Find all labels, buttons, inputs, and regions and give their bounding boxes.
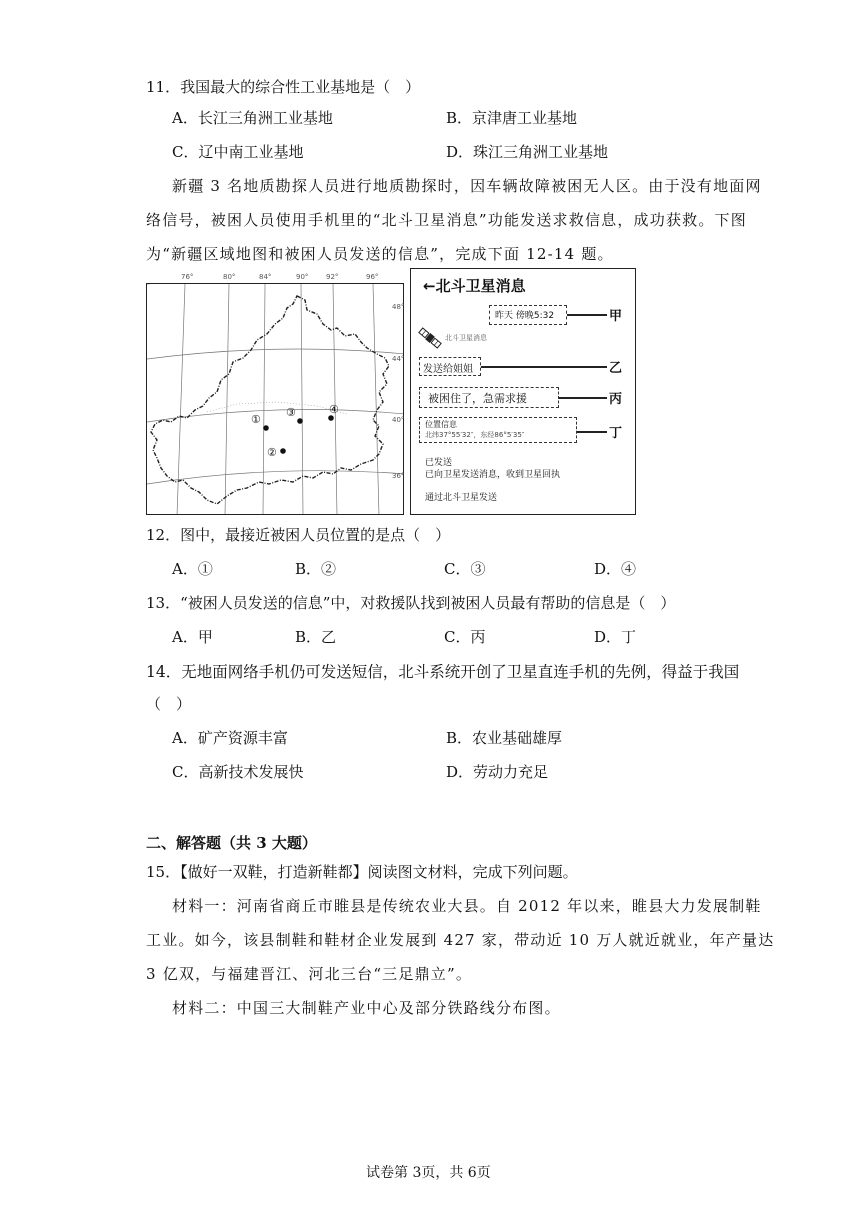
material-1-line-1: 材料一：河南省商丘市睢县是传统农业大县。自 2012 年以来，睢县大力发展制鞋 — [172, 897, 762, 915]
panel-header: ←北斗卫星消息 — [423, 277, 526, 295]
lon-label: 80° — [223, 273, 236, 281]
point-3-label: ③ — [286, 406, 296, 419]
question-14-stem: 14．无地面网络手机仍可发送短信，北斗系统开创了卫星直连手机的先例，得益于我国 — [146, 663, 740, 681]
lon-label: 92° — [326, 273, 339, 281]
leader-line — [577, 431, 607, 433]
leader-line — [567, 314, 607, 316]
message-box — [419, 387, 559, 408]
message-time: 昨天 傍晚5:32 — [495, 311, 555, 321]
q14-option-d[interactable]: D．劳动力充足 — [446, 763, 549, 781]
q13-option-b[interactable]: B．乙 — [295, 628, 337, 646]
q13-option-d[interactable]: D．丁 — [594, 628, 637, 646]
lon-label: 76° — [181, 273, 194, 281]
question-13-stem: 13．“被困人员发送的信息”中，对救援队找到被困人员最有帮助的信息是（ ） — [146, 594, 676, 612]
sent-status: 已发送 — [425, 458, 453, 468]
tag-yi: 乙 — [609, 361, 623, 376]
question-15-stem: 15．【做好一双鞋，打造新鞋都】阅读图文材料，完成下列问题。 — [146, 863, 578, 881]
point-2-label: ② — [267, 446, 277, 459]
recipient-box — [419, 357, 481, 376]
material-2: 材料二：中国三大制鞋产业中心及部分铁路线分布图。 — [172, 999, 561, 1017]
beidou-message-panel — [410, 268, 636, 515]
q13-option-c[interactable]: C．丙 — [444, 628, 486, 646]
q14-option-b[interactable]: B．农业基础雄厚 — [446, 729, 563, 747]
intro-line-3: 为“新疆区域地图和被困人员发送的信息”，完成下面 12-14 题。 — [146, 245, 614, 263]
lon-label: 96° — [366, 273, 379, 281]
q11-option-b[interactable]: B．京津唐工业基地 — [446, 109, 578, 127]
q11-option-a[interactable]: A．长江三角洲工业基地 — [172, 109, 333, 127]
tag-bing: 丙 — [609, 392, 623, 407]
time-box — [489, 305, 567, 325]
point-1-label: ① — [251, 413, 261, 426]
q12-option-b[interactable]: B．② — [295, 560, 337, 578]
location-title: 位置信息 — [425, 420, 457, 429]
page-footer: 试卷第 3页，共 6页 — [366, 1165, 491, 1181]
intro-line-2: 络信号，被困人员使用手机里的“北斗卫星消息”功能发送求救信息，成功获救。下图 — [146, 211, 747, 229]
q11-option-c[interactable]: C．辽中南工业基地 — [172, 143, 304, 161]
section-2-title: 二、解答题（共 3 大题） — [146, 834, 317, 852]
lat-label: 44° — [392, 355, 405, 363]
intro-line-1: 新疆 3 名地质勘探人员进行地质勘探时，因车辆故障被困无人区。由于没有地面网 — [172, 177, 762, 195]
material-1-line-2: 工业。如今，该县制鞋和鞋材企业发展到 427 家，带动近 10 万人就近就业，年产量达 — [146, 931, 775, 949]
lat-label: 48° — [392, 303, 405, 311]
lat-label: 40° — [392, 416, 405, 424]
question-11-stem: 11．我国最大的综合性工业基地是（ ） — [146, 78, 421, 96]
q12-option-a[interactable]: A．① — [172, 560, 213, 578]
q14-option-c[interactable]: C．高新技术发展快 — [172, 763, 304, 781]
leader-line — [481, 366, 607, 368]
material-1-line-3: 3 亿双，与福建晋江、河北三台“三足鼎立”。 — [146, 965, 473, 983]
satellite-label: 北斗卫星消息 — [445, 334, 487, 342]
q12-option-c[interactable]: C．③ — [444, 560, 486, 578]
point-4-label: ④ — [329, 403, 339, 416]
lon-label: 84° — [259, 273, 272, 281]
recipient: 发送给姐姐 — [423, 364, 473, 375]
lon-label: 90° — [296, 273, 309, 281]
xinjiang-map — [146, 283, 404, 515]
via-beidou: 通过北斗卫星发送 — [425, 493, 498, 503]
message-text: 被困住了，急需求援 — [428, 392, 527, 405]
q11-option-d[interactable]: D．珠江三角洲工业基地 — [446, 143, 609, 161]
question-12-stem: 12．图中，最接近被困人员位置的是点（ ） — [146, 526, 451, 544]
location-box — [419, 417, 577, 443]
map-graphic — [147, 284, 404, 515]
tag-jia: 甲 — [609, 309, 623, 324]
location-coords: 北纬37°55′32″，东经86°5′35″ — [425, 431, 525, 439]
q13-option-a[interactable]: A．甲 — [172, 628, 213, 646]
sent-detail: 已向卫星发送消息，收到卫星回执 — [425, 470, 561, 480]
q12-option-d[interactable]: D．④ — [594, 560, 637, 578]
satellite-icon — [417, 325, 443, 351]
tag-ding: 丁 — [609, 426, 623, 441]
question-14-stem-cont: （ ） — [146, 695, 192, 713]
q14-option-a[interactable]: A．矿产资源丰富 — [172, 729, 288, 747]
leader-line — [559, 397, 607, 399]
lat-label: 36° — [392, 472, 405, 480]
